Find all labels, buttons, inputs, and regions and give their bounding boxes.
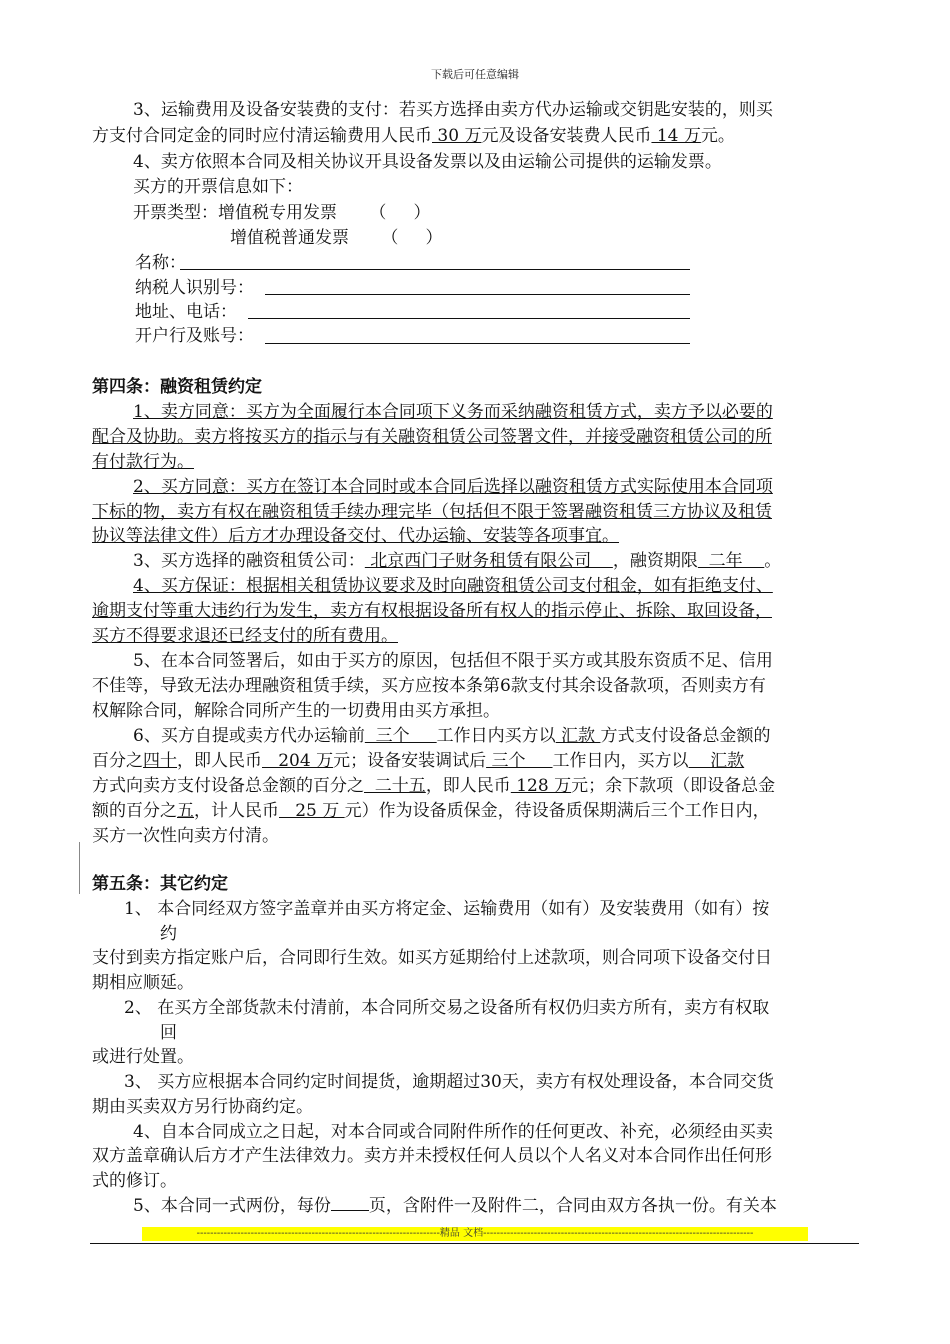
clause-3-4-line-3: 4、卖方依照本合同及相关协议开具设备发票以及由运输公司提供的运输发票。	[133, 152, 722, 172]
bank-account-field-line	[265, 343, 690, 344]
footer-rule	[90, 1243, 859, 1244]
s4-item-6-line-1: 6、买方自提或卖方代办运输前 三个 工作日内买方以 汇款 方式支付设备总金额的	[133, 726, 771, 746]
s4-item-4-line-3: 买方不得要求退还已经支付的所有费用。	[92, 626, 398, 646]
s4-item-1-line-3: 有付款行为。	[92, 452, 194, 472]
s4-item-5-line-2: 不佳等，导致无法办理融资租赁手续，买方应按本条第6款支付其余设备款项，否则卖方有	[92, 676, 766, 696]
s4-item-6-line-5: 买方一次性向卖方付清。	[92, 826, 279, 846]
s4-item-2-line-3: 协议等法律文件）后方才办理设备交付、代办运输、安装等各项事宜。	[92, 526, 619, 546]
footer-watermark: ------------------------------------------------------------------------精品 文档--------------------------------------------------------------------------------	[142, 1227, 808, 1241]
label-bank-account: 开户行及账号：	[135, 326, 254, 346]
clause-3-4-line-1: 3、运输费用及设备安装费的支付：若买方选择由卖方代办运输或交钥匙安装的，则买	[133, 100, 773, 120]
s5-item-2-line-3: 或进行处置。	[92, 1047, 194, 1067]
s4-item-6-line-3: 方式向卖方支付设备总金额的百分之 二十五，即人民币 128 万元；余下款项（即设备总金	[92, 776, 776, 796]
taxpayer-id-field-line	[265, 294, 690, 295]
s5-item-1-line-3: 支付到卖方指定账户后，合同即行生效。如买方延期给付上述款项，则合同项下设备交付日	[92, 948, 772, 968]
section-4-heading: 第四条：融资租赁约定	[92, 377, 262, 397]
s4-item-2-line-2: 下标的物，卖方有权在融资租赁手续办理完毕（包括但不限于签署融资租赁三方协议及租赁	[92, 502, 772, 522]
invoice-info-heading: 买方的开票信息如下：	[133, 177, 303, 197]
s5-item-5-line-1: 5、本合同一式两份，每份 页，含附件一及附件二，合同由双方各执一份。有关本	[133, 1196, 777, 1216]
label-name: 名称：	[135, 253, 186, 273]
s5-item-1-line-2: 约	[160, 924, 177, 944]
s4-item-5-line-3: 权解除合同，解除合同所产生的一切费用由买方承担。	[92, 701, 500, 721]
s4-item-6-line-4: 额的百分之五，计人民币 25 万 元）作为设备质保金，待设备质保期满后三个工作日内，	[92, 801, 770, 821]
name-field-line	[180, 269, 690, 270]
s4-item-4-line-1: 4、买方保证：根据相关租赁协议要求及时向融资租赁公司支付租金，如有拒绝支付、	[133, 576, 773, 596]
page-count-blank	[331, 1210, 369, 1211]
lease-term: 二年	[697, 551, 765, 571]
invoice-type-vat-special: 开票类型：增值税专用发票 （ ）	[133, 203, 431, 223]
page-header: 下载后可任意编辑	[431, 68, 519, 81]
s5-item-4-line-2: 双方盖章确认后方才产生法律效力。卖方并未授权任何人员以个人名义对本合同作出任何形	[92, 1146, 772, 1166]
s4-item-4-line-2: 逾期支付等重大违约行为发生，卖方有权根据设备所有权人的指示停止、拆除、取回设备，	[92, 601, 772, 621]
s5-item-2-line-2: 回	[160, 1023, 177, 1043]
transport-fee: 30 万	[432, 126, 482, 146]
s5-item-1-line-1: 1、 本合同经双方签字盖章并由买方将定金、运输费用（如有）及安装费用（如有）按	[124, 899, 770, 919]
s5-item-4-line-1: 4、自本合同成立之日起，对本合同或合同附件所作的任何更改、补充，必须经由买卖	[133, 1122, 773, 1142]
label-taxpayer-id: 纳税人识别号：	[135, 278, 254, 298]
s4-item-3: 3、买方选择的融资租赁公司： 北京西门子财务租赁有限公司 ，融资期限 二年 。	[133, 551, 782, 571]
s5-item-2-line-1: 2、 在买方全部货款未付清前，本合同所交易之设备所有权仍归卖方所有，卖方有权取	[124, 998, 770, 1018]
s4-item-1-line-2: 配合及协助。卖方将按买方的指示与有关融资租赁公司签署文件，并接受融资租赁公司的所	[92, 427, 772, 447]
s5-item-4-line-3: 式的修订。	[92, 1171, 177, 1191]
change-bar	[79, 842, 80, 894]
invoice-type-vat-general: 增值税普通发票 （ ）	[230, 228, 443, 248]
leasing-company: 北京西门子财务租赁有限公司	[364, 551, 613, 571]
s4-item-5-line-1: 5、在本合同签署后，如由于买方的原因，包括但不限于买方或其股东资质不足、信用	[133, 651, 773, 671]
s5-item-3-line-2: 期由买卖双方另行协商约定。	[92, 1097, 313, 1117]
s4-item-2-line-1: 2、买方同意：买方在签订本合同时或本合同后选择以融资租赁方式实际使用本合同项	[133, 477, 773, 497]
s5-item-3-line-1: 3、 买方应根据本合同约定时间提货，逾期超过30天，卖方有权处理设备，本合同交货	[124, 1072, 774, 1092]
section-5-heading: 第五条：其它约定	[92, 874, 228, 894]
s4-item-1-line-1: 1、卖方同意：买方为全面履行本合同项下义务而采纳融资租赁方式，卖方予以必要的	[133, 402, 773, 422]
clause-3-4-line-2: 方支付合同定金的同时应付清运输费用人民币 30 万元及设备安装费人民币 14 万元。	[92, 126, 735, 146]
s5-item-1-line-4: 期相应顺延。	[92, 973, 194, 993]
address-field-line	[248, 318, 690, 319]
installation-fee: 14 万	[651, 126, 701, 146]
s4-item-6-line-2: 百分之四十，即人民币 204 万元；设备安装调试后 三个 工作日内，买方以 汇款	[92, 751, 745, 771]
label-address-phone: 地址、电话：	[135, 302, 237, 322]
